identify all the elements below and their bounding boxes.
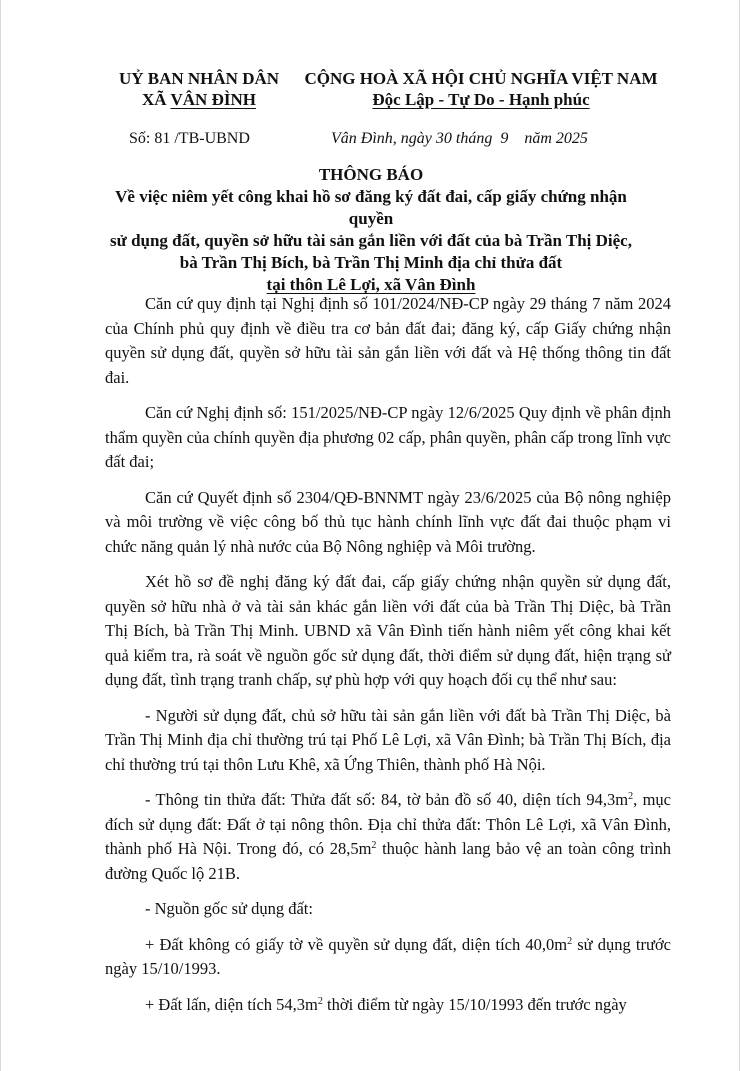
issuer-header (99, 68, 299, 110)
notice-subject-line: bà Trần Thị Bích, bà Trần Thị Minh địa chỉ thửa đất (179, 253, 563, 272)
parcel-info-part: thuộc hành lang bảo vệ an toàn công trình đường Quốc lộ 21B. (105, 839, 672, 883)
paragraph-consideration: Xét hồ sơ đề nghị đăng ký đất đai, cấp giấy chứng nhận quyền sử dụng đất, quyền sở hữu nhà ở và tài sản khác gắn liền với đất của bà Trần Thị Diệc, bà Trần Thị Bích, bà Trần Thị Minh. UBND xã Vân Đình tiến hành niêm yết công khai kết quả kiểm tra, rà soát về nguồn gốc sử dụng đất, thời điểm sử dụng đất, hiện trạng sử dụng đất, tình trạng tranh chấp, sự phù hợp với quy hoạch đối cụ thể như sau: (105, 572, 671, 689)
origin-item-part: + Đất lấn, diện tích 54,3m (145, 994, 318, 1014)
origin-item-part: + Đất không có giấy tờ về quyền sử dụng đất, diện tích 40,0m (145, 934, 568, 954)
issuer-commune-prefix: XÃ (142, 90, 171, 109)
national-motto: Độc Lập - Tự Do - Hạnh phúc (372, 90, 590, 109)
document-number: Số: 81 /TB-UBND (129, 130, 250, 147)
notice-title-block (101, 164, 641, 296)
origin-item-part: sử dụng trước ngày 15/10/1993. (105, 934, 671, 978)
superscript: 2 (567, 935, 573, 947)
notice-heading: THÔNG BÁO (318, 165, 424, 184)
paragraph-origin-item-2 (105, 993, 671, 1018)
paragraph-parcel-info (105, 788, 671, 886)
paragraph-origin-heading: - Nguồn gốc sử dụng đất: (145, 899, 313, 918)
superscript: 2 (628, 791, 634, 802)
national-title: CỘNG HOÀ XÃ HỘI CHỦ NGHĨA VIỆT NAM (304, 69, 658, 88)
notice-subject-line: tại thôn Lê Lợi, xã Vân Đình (266, 275, 476, 294)
notice-subject-line: sử dụng đất, quyền sở hữu tài sản gắn liền với đất của bà Trần Thị Diệc, (110, 231, 632, 250)
paragraph-legal-basis-2: Căn cứ Nghị định số: 151/2025/NĐ-CP ngày 12/6/2025 Quy định về phân định thẩm quyền của chính quyền địa phương 02 cấp, phân quyền, phân cấp trong lĩnh vực đất đai; (105, 403, 671, 471)
issuer-commune (99, 89, 299, 110)
issuer-name: UỶ BAN NHÂN DÂN (118, 69, 280, 88)
superscript: 2 (371, 840, 377, 851)
paragraph-origin-item-1 (105, 933, 671, 982)
paragraph-land-users: - Người sử dụng đất, chủ sở hữu tài sản gắn liền với đất bà Trần Thị Diệc, bà Trần Thị Minh địa chỉ thường trú tại Phố Lê Lợi, xã Vân Đình; bà Trần Thị Bích, địa chỉ thường trú tại thôn Lưu Khê, xã Ứng Thiên, thành phố Hà Nội. (105, 705, 671, 774)
national-header (301, 68, 661, 110)
origin-item-part: thời điểm từ ngày 15/10/1993 đến trước ngày (322, 994, 627, 1014)
paragraph-legal-basis-3: Căn cứ Quyết định số 2304/QĐ-BNNMT ngày 23/6/2025 của Bộ nông nghiệp và môi trường về việc công bố thủ tục hành chính lĩnh vực đất đai thuộc phạm vi chức năng quản lý nhà nước của Bộ Nông nghiệp và Môi trường. (105, 487, 671, 556)
paragraph-legal-basis-1: Căn cứ quy định tại Nghị định số 101/2024/NĐ-CP ngày 29 tháng 7 năm 2024 của Chính phủ quy định về điều tra cơ bản đất đai; đăng ký, cấp Giấy chứng nhận quyền sử dụng đất, quyền sở hữu tài sản gắn liền với đất và Hệ thống thông tin đất đai. (105, 294, 671, 387)
superscript: 2 (317, 995, 323, 1007)
parcel-info-part: , mục đích sử dụng đất: Đất ở tại nông thôn. Địa chỉ thửa đất: Thôn Lê Lợi, xã Vân Đình, thành phố Hà Nội. Trong đó, có 28,5m (105, 790, 671, 858)
document-dateline: Vân Đình, ngày 30 tháng 9 năm 2025 (331, 130, 588, 147)
notice-body (105, 292, 671, 1028)
issuer-commune-name: VÂN ĐÌNH (170, 90, 256, 109)
parcel-info-part: - Thông tin thửa đất: Thửa đất số: 84, tờ bản đồ số 40, diện tích 94,3m (145, 790, 629, 809)
notice-subject-line: Về việc niêm yết công khai hồ sơ đăng ký đất đai, cấp giấy chứng nhận quyền (115, 187, 627, 228)
